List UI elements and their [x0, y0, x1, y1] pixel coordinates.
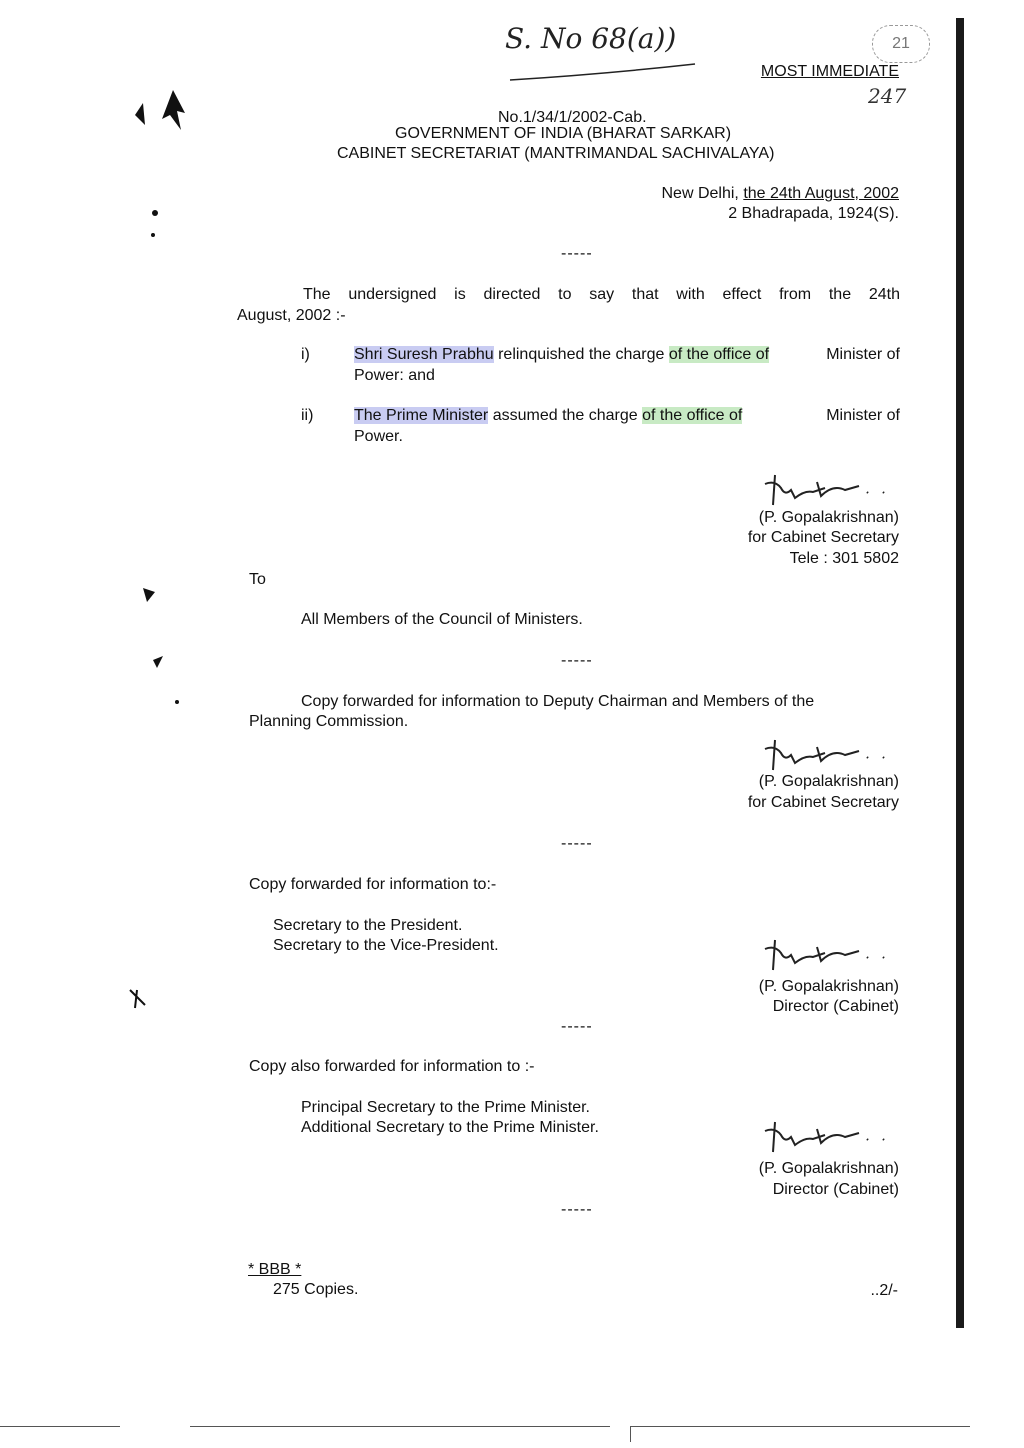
to-label: To	[249, 571, 266, 588]
place: New Delhi,	[661, 185, 744, 202]
copy-3-recipient: Principal Secretary to the Prime Minister.	[301, 1099, 590, 1116]
signatory-phone: Tele : 301 5802	[789, 550, 899, 567]
item-1-line-2: Power: and	[354, 367, 435, 384]
scan-bottom-line	[630, 1426, 970, 1427]
signatory-name: (P. Gopalakrishnan)	[758, 773, 899, 790]
copies-count: 275 Copies.	[273, 1281, 359, 1298]
item-number: ii)	[301, 407, 314, 424]
intro-line-1: The undersigned is directed to say that with effect from the 24th	[303, 286, 900, 303]
priority-label: MOST IMMEDIATE	[760, 63, 899, 80]
scan-tick-mark	[630, 1426, 631, 1442]
section-code: * BBB *	[248, 1261, 302, 1278]
item-1-line	[354, 345, 900, 365]
separator: -----	[561, 1018, 593, 1035]
scan-bottom-line	[190, 1426, 610, 1427]
handwritten-reference: S. No 68(a))	[505, 22, 677, 55]
secretariat-heading: CABINET SECRETARIAT (MANTRIMANDAL SACHIVALAYA)	[337, 145, 775, 162]
copy-2-recipient: Secretary to the Vice-President.	[273, 937, 499, 954]
copy-1-line-1	[301, 692, 899, 712]
signatory-name: (P. Gopalakrishnan)	[758, 509, 899, 526]
issue-date: the 24th August, 2002	[743, 185, 899, 202]
government-heading: GOVERNMENT OF INDIA (BHARAT SARKAR)	[395, 125, 732, 142]
item-2-line	[354, 406, 900, 426]
separator: -----	[561, 1201, 593, 1218]
intro-line-2: August, 2002 :-	[237, 307, 346, 324]
copy-2-heading: Copy forwarded for information to:-	[249, 876, 497, 893]
separator: -----	[561, 245, 593, 262]
handwritten-underline	[505, 58, 705, 88]
item-number: i)	[301, 346, 310, 363]
highlight-phrase: of the office of	[642, 407, 743, 424]
scan-speck-marks	[115, 85, 210, 265]
copy-1-line-2: Planning Commission.	[249, 713, 409, 730]
handwritten-page-number: 247	[868, 84, 907, 108]
signature	[755, 935, 895, 975]
scan-bottom-line	[0, 1426, 120, 1427]
minister-name: Shri Suresh Prabhu	[354, 346, 494, 363]
item-action: relinquished the charge	[493, 346, 669, 363]
page-number-stamp	[872, 25, 930, 63]
signatory-name: (P. Gopalakrishnan)	[758, 978, 899, 995]
signature	[755, 735, 895, 775]
signatory-designation: for Cabinet Secretary	[747, 529, 899, 546]
minister-name: The Prime Minister	[354, 407, 489, 424]
copy-1-text: Copy forwarded for information to Deputy Chairman and Members of the	[301, 693, 815, 710]
file-number: No.1/34/1/2002-Cab.	[498, 109, 647, 126]
stamp-number: 21	[892, 35, 910, 52]
copy-3-heading: Copy also forwarded for information to :-	[249, 1058, 535, 1075]
recipients: All Members of the Council of Ministers.	[301, 611, 583, 628]
scan-speck-marks-lower	[125, 580, 195, 1020]
signatory-designation: Director (Cabinet)	[772, 1181, 899, 1198]
item-2-line-2: Power.	[354, 428, 403, 445]
saka-date: 2 Bhadrapada, 1924(S).	[728, 205, 899, 222]
separator: -----	[561, 835, 593, 852]
copy-2-recipient: Secretary to the President.	[273, 917, 463, 934]
item-tail: Minister of	[826, 407, 900, 424]
item-tail: Minister of	[826, 346, 900, 363]
signatory-name: (P. Gopalakrishnan)	[758, 1160, 899, 1177]
highlight-phrase: of the office of	[668, 346, 770, 363]
signatory-designation: Director (Cabinet)	[772, 998, 899, 1015]
dateline	[662, 184, 900, 204]
signature	[755, 1117, 895, 1157]
scan-edge-bar	[956, 18, 964, 1328]
item-action: assumed the charge	[488, 407, 643, 424]
copy-3-recipient: Additional Secretary to the Prime Minister.	[301, 1119, 599, 1136]
signature	[755, 470, 895, 510]
separator: -----	[561, 652, 593, 669]
next-page-marker: ..2/-	[870, 1282, 898, 1299]
signatory-designation: for Cabinet Secretary	[747, 794, 899, 811]
